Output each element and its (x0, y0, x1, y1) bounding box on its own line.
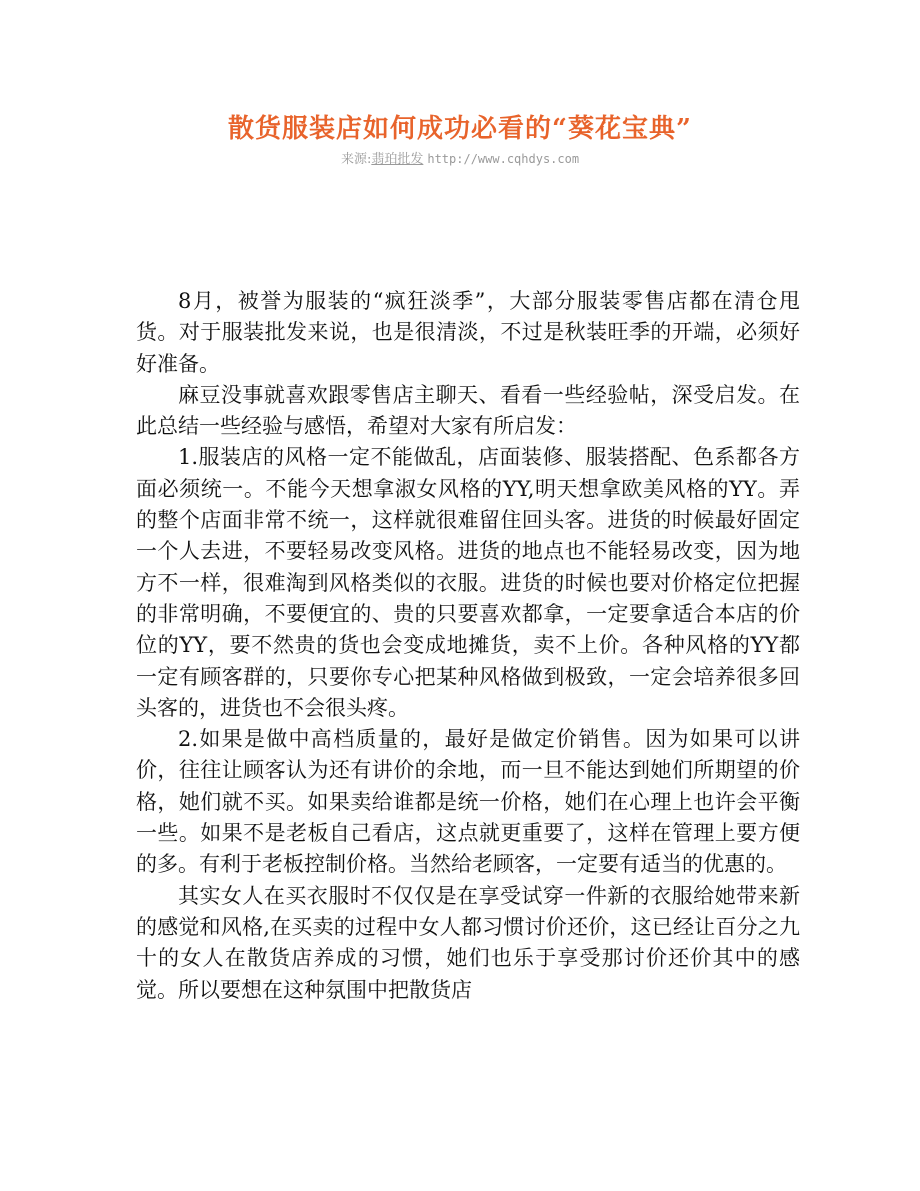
source-url: http://www.cqhdys.com (427, 152, 580, 166)
source-line (0, 148, 920, 167)
article-body (136, 286, 800, 1006)
paragraph: 1.服装店的风格一定不能做乱，店面装修、服装搭配、色系都各方面必须统一。不能今天想拿淑女风格的YY,明天想拿欧美风格的YY。弄的整个店面非常不统一，这样就很难留住回头客。进货的时候最好固定一个人去进，不要轻易改变风格。进货的地点也不能轻易改变，因为地方不一样，很难淘到风格类似的衣服。进货的时候也要对价格定位把握的非常明确，不要便宜的、贵的只要喜欢都拿，一定要拿适合本店的价位的YY，要不然贵的货也会变成地摊货，卖不上价。各种风格的YY都一定有顾客群的，只要你专心把某种风格做到极致，一定会培养很多回头客的，进货也不会很头疼。 (136, 445, 800, 720)
document-title: 散货服装店如何成功必看的“葵花宝典” (228, 114, 692, 144)
paragraph: 其实女人在买衣服时不仅仅是在享受试穿一件新的衣服给她带来新的感觉和风格,在买卖的过程中女人都习惯讨价还价，这已经让百分之九十的女人在散货店养成的习惯，她们也乐于享受那讨价还价其中的感觉。所以要想在这种氛围中把散货店 (136, 883, 800, 1002)
paragraph: 2.如果是做中高档质量的，最好是做定价销售。因为如果可以讲价，往往让顾客认为还有讲价的余地，而一旦不能达到她们所期望的价格，她们就不买。如果卖给谁都是统一价格，她们在心理上也许会平衡一些。如果不是老板自己看店，这点就更重要了，这样在管理上要方便的多。有利于老板控制价格。当然给老顾客，一定要有适当的优惠的。 (136, 727, 800, 877)
source-label: 来源: (340, 152, 372, 167)
source-link[interactable]: 翡珀批发 (371, 152, 424, 167)
paragraph: 8月，被誉为服装的“疯狂淡季”，大部分服装零售店都在清仓甩货。对于服装批发来说，也是很清淡，不过是秋装旺季的开端，必须好好准备。 (136, 289, 800, 376)
paragraph: 麻豆没事就喜欢跟零售店主聊天、看看一些经验帖，深受启发。在此总结一些经验与感悟，希望对大家有所启发： (136, 382, 800, 439)
